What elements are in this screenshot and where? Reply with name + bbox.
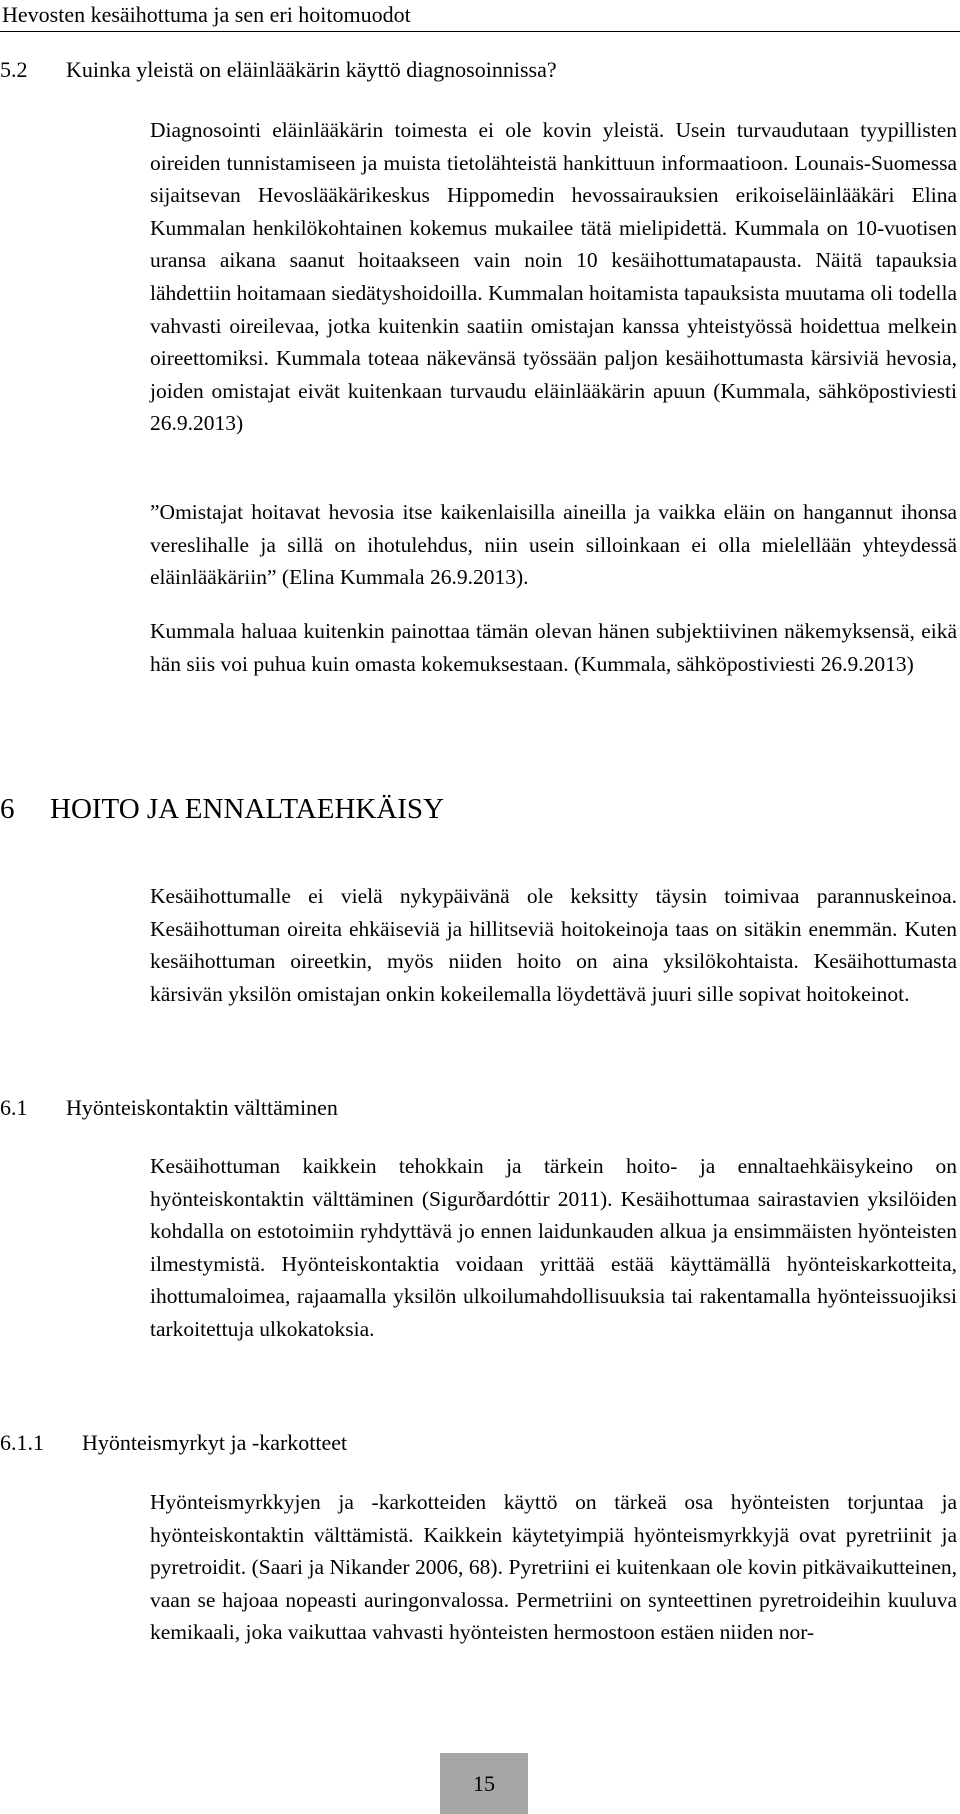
paragraph-5-2-note: Kummala haluaa kuitenkin painottaa tämän olevan hänen subjektiivinen näkemyksensä, eikä hän siis voi puhua kuin omasta kokemuksestaan. (Kummala, sähköpostiviesti 26.9.2013) xyxy=(150,619,957,676)
paragraph-6-1-1: Hyönteismyrkkyjen ja -karkotteiden käyttö on tärkeä osa hyönteisten torjuntaa ja hyönteiskontaktin välttämistä. Kaikkein käytetyimpiä hyönteismyrkkyjä ovat pyretriinit ja pyretroidit. (Saari ja Nikander 2006, 68). Pyretriini ei kuitenkaan ole kovin pitkävaikutteinen, vaan se hajoaa nopeasti auringonvalossa. Permetriini on synteettinen pyretroideihin kuuluva kemikaali, joka vaikuttaa vahvasti hyönteisten hermostoon estäen niiden nor- xyxy=(150,1490,957,1645)
chapter-heading-6 xyxy=(0,792,960,828)
section-number: 6.1.1 xyxy=(0,1430,44,1455)
paragraph-5-2-quote: ”Omistajat hoitavat hevosia itse kaikenlaisilla aineilla ja vaikka eläin on hangannut ihonsa vereslihalle ja sillä on ihotulehdus, niin usein silloinkaan ei olla mielellään yhteydessä eläinlääkäriin” (Elina Kummala 26.9.2013). xyxy=(150,500,957,590)
paragraph-5-2-main: Diagnosointi eläinlääkärin toimesta ei ole kovin yleistä. Usein turvaudutaan tyypillisten oireiden tunnistamiseen ja muista tietolähteistä hankittuun informaatioon. Lounais-Suomessa sijaitsevan Hevoslääkärikeskus Hippomedin hevossairauksien erikoiseläinlääkäri Elina Kummalan henkilökohtainen kokemus mukailee tätä mielipidettä. Kummala on 10-vuotisen uransa aikana saanut hoitaakseen vain noin 10 kesäihottumatapausta. Näitä tapauksia lähdettiin hoitamaan siedätyshoidoilla. Kummalan hoitamista tapauksista muutama oli todella vahvasti oireilevaa, jotka kuitenkin saatiin omistajan kanssa yhteistyössä hoidettua melkein oireettomiksi. Kummala toteaa näkevänsä työssään paljon kesäihottumasta kärsiviä hevosia, joiden omistajat eivät kuitenkaan turvaudu eläinlääkärin apuun (Kummala, sähköpostiviesti 26.9.2013) xyxy=(150,118,957,436)
chapter-number: 6 xyxy=(0,793,15,825)
section-heading-5-2 xyxy=(0,56,960,86)
section-title: Hyönteismyrkyt ja -karkotteet xyxy=(82,1430,348,1455)
section-number: 6.1 xyxy=(0,1095,28,1120)
section-number: 5.2 xyxy=(0,57,28,82)
paragraph-6: Kesäihottumalle ei vielä nykypäivänä ole keksitty täysin toimivaa parannuskeinoa. Kesäihottuman oireita ehkäiseviä ja hillitseviä hoitokeinoja taas on sitäkin enemmän. Kuten kesäihottuman oireetkin, myös niiden hoito on aina yksilökohtaista. Kesäihottumasta kärsivän yksilön omistajan onkin kokeilemalla löydettävä juuri sille sopivat hoitokeinot. xyxy=(150,884,957,1006)
running-header: Hevosten kesäihottuma ja sen eri hoitomuodot xyxy=(0,0,960,32)
page-number: 15 xyxy=(440,1753,528,1814)
section-title: Kuinka yleistä on eläinlääkärin käyttö diagnosoinnissa? xyxy=(66,57,557,82)
section-heading-6-1 xyxy=(0,1094,960,1124)
chapter-title: HOITO JA ENNALTAEHKÄISY xyxy=(50,793,445,825)
section-heading-6-1-1 xyxy=(0,1429,960,1459)
section-title: Hyönteiskontaktin välttäminen xyxy=(66,1095,338,1120)
paragraph-6-1: Kesäihottuman kaikkein tehokkain ja tärkein hoito- ja ennaltaehkäisykeino on hyönteiskontaktin välttäminen (Sigurðardóttir 2011). Kesäihottumaa sairastavien yksilöiden kohdalla on estotoimiin ryhdyttävä jo ennen laidunkauden alkua ja ensimmäisten hyönteisten ilmestymistä. Hyönteiskontaktia voidaan yrittää estää käyttämällä hyönteiskarkotteita, ihottumaloimea, rajaamalla yksilön ulkoilumahdollisuuksia tai rakentamalla hyönteissuojiksi tarkoitettuja ulkokatoksia. xyxy=(150,1154,957,1341)
